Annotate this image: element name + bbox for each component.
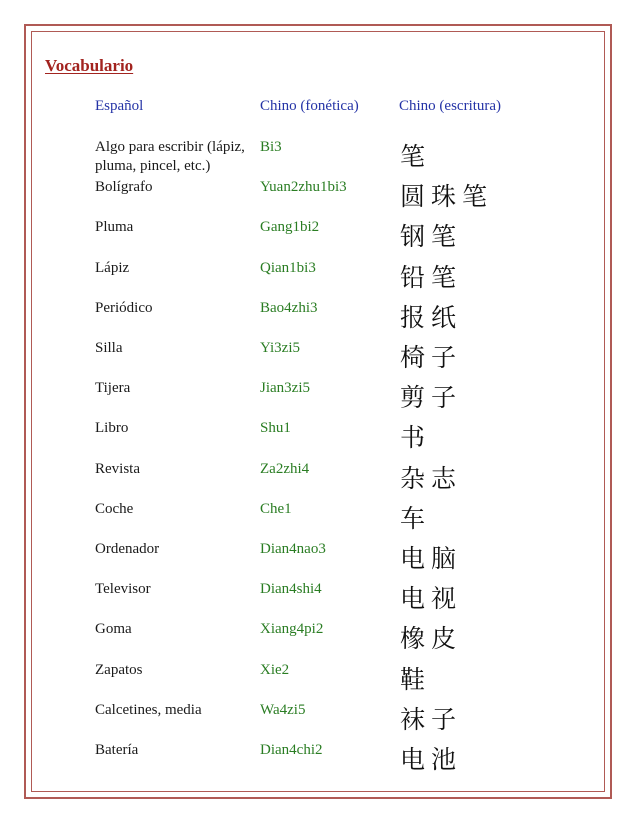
cell-espanol: Batería [95, 742, 139, 758]
cell-fonetica: Wa4zi5 [260, 701, 306, 718]
cell-espanol: Coche [95, 500, 134, 517]
cell-fonetica: Bi3 [260, 139, 282, 155]
cell-espanol: Bolígrafo [95, 179, 153, 196]
table-row [0, 580, 638, 620]
table-row [0, 661, 638, 701]
cell-escritura: 电视 [400, 584, 463, 614]
cell-fonetica: Shu1 [260, 420, 291, 437]
cell-escritura: 车 [400, 503, 432, 533]
cell-escritura: 圆珠笔 [400, 182, 494, 212]
table-row [0, 419, 638, 459]
table-row [0, 259, 638, 299]
cell-espanol: Zapatos [95, 661, 143, 678]
cell-fonetica: Jian3zi5 [260, 380, 310, 397]
cell-fonetica: Yi3zi5 [260, 340, 300, 356]
table-row [0, 500, 638, 540]
cell-espanol: Pluma [95, 219, 134, 236]
cell-espanol: Lápiz [95, 259, 130, 276]
cell-espanol: Periódico [95, 299, 153, 316]
cell-espanol: Televisor [95, 581, 151, 598]
table-row [0, 178, 638, 218]
table-row [0, 620, 638, 660]
cell-fonetica: Yuan2zhu1bi3 [260, 179, 347, 196]
cell-fonetica: Za2zhi4 [260, 460, 310, 477]
cell-espanol: Calcetines, media [95, 701, 202, 718]
cell-escritura: 钢笔 [400, 222, 463, 252]
cell-espanol: Libro [95, 420, 129, 437]
cell-escritura: 椅子 [400, 343, 463, 372]
cell-espanol: Algo para escribir (lápiz, pluma, pincel, etc.) [95, 139, 245, 174]
header-fonetica: Chino (fonética) [260, 98, 359, 114]
table-row [0, 339, 638, 379]
cell-espanol: Ordenador [95, 541, 160, 557]
cell-fonetica: Che1 [260, 500, 292, 517]
cell-fonetica: Xiang4pi2 [260, 621, 324, 638]
cell-escritura: 书 [400, 423, 432, 453]
table-row [0, 379, 638, 419]
cell-fonetica: Dian4chi2 [260, 742, 323, 758]
cell-fonetica: Xie2 [260, 661, 290, 678]
cell-espanol: Revista [95, 460, 140, 477]
page-title: Vocabulario [45, 56, 134, 75]
cell-escritura: 笔 [400, 142, 432, 171]
cell-fonetica: Qian1bi3 [260, 259, 316, 276]
table-row [0, 701, 638, 741]
cell-espanol: Silla [95, 340, 123, 356]
cell-fonetica: Gang1bi2 [260, 219, 320, 236]
cell-fonetica: Dian4shi4 [260, 581, 322, 598]
cell-escritura: 袜子 [400, 704, 463, 734]
cell-espanol: Goma [95, 621, 132, 638]
table-row [0, 138, 638, 178]
cell-escritura: 橡皮 [400, 624, 463, 654]
table-row [0, 540, 638, 580]
header-espanol: Español [95, 98, 144, 114]
cell-escritura: 杂志 [400, 463, 463, 493]
cell-escritura: 铅笔 [400, 262, 463, 292]
table-row [0, 460, 638, 500]
cell-escritura: 电池 [400, 745, 463, 774]
table-row [0, 741, 638, 781]
header-escritura: Chino (escritura) [399, 98, 502, 114]
cell-escritura: 报纸 [400, 302, 463, 332]
cell-fonetica: Bao4zhi3 [260, 299, 318, 316]
cell-escritura: 剪子 [400, 383, 463, 413]
table-row [0, 218, 638, 258]
cell-espanol: Tijera [95, 380, 131, 397]
cell-fonetica: Dian4nao3 [260, 541, 326, 557]
table-row [0, 299, 638, 339]
cell-escritura: 电脑 [400, 544, 463, 573]
cell-escritura: 鞋 [400, 664, 432, 694]
